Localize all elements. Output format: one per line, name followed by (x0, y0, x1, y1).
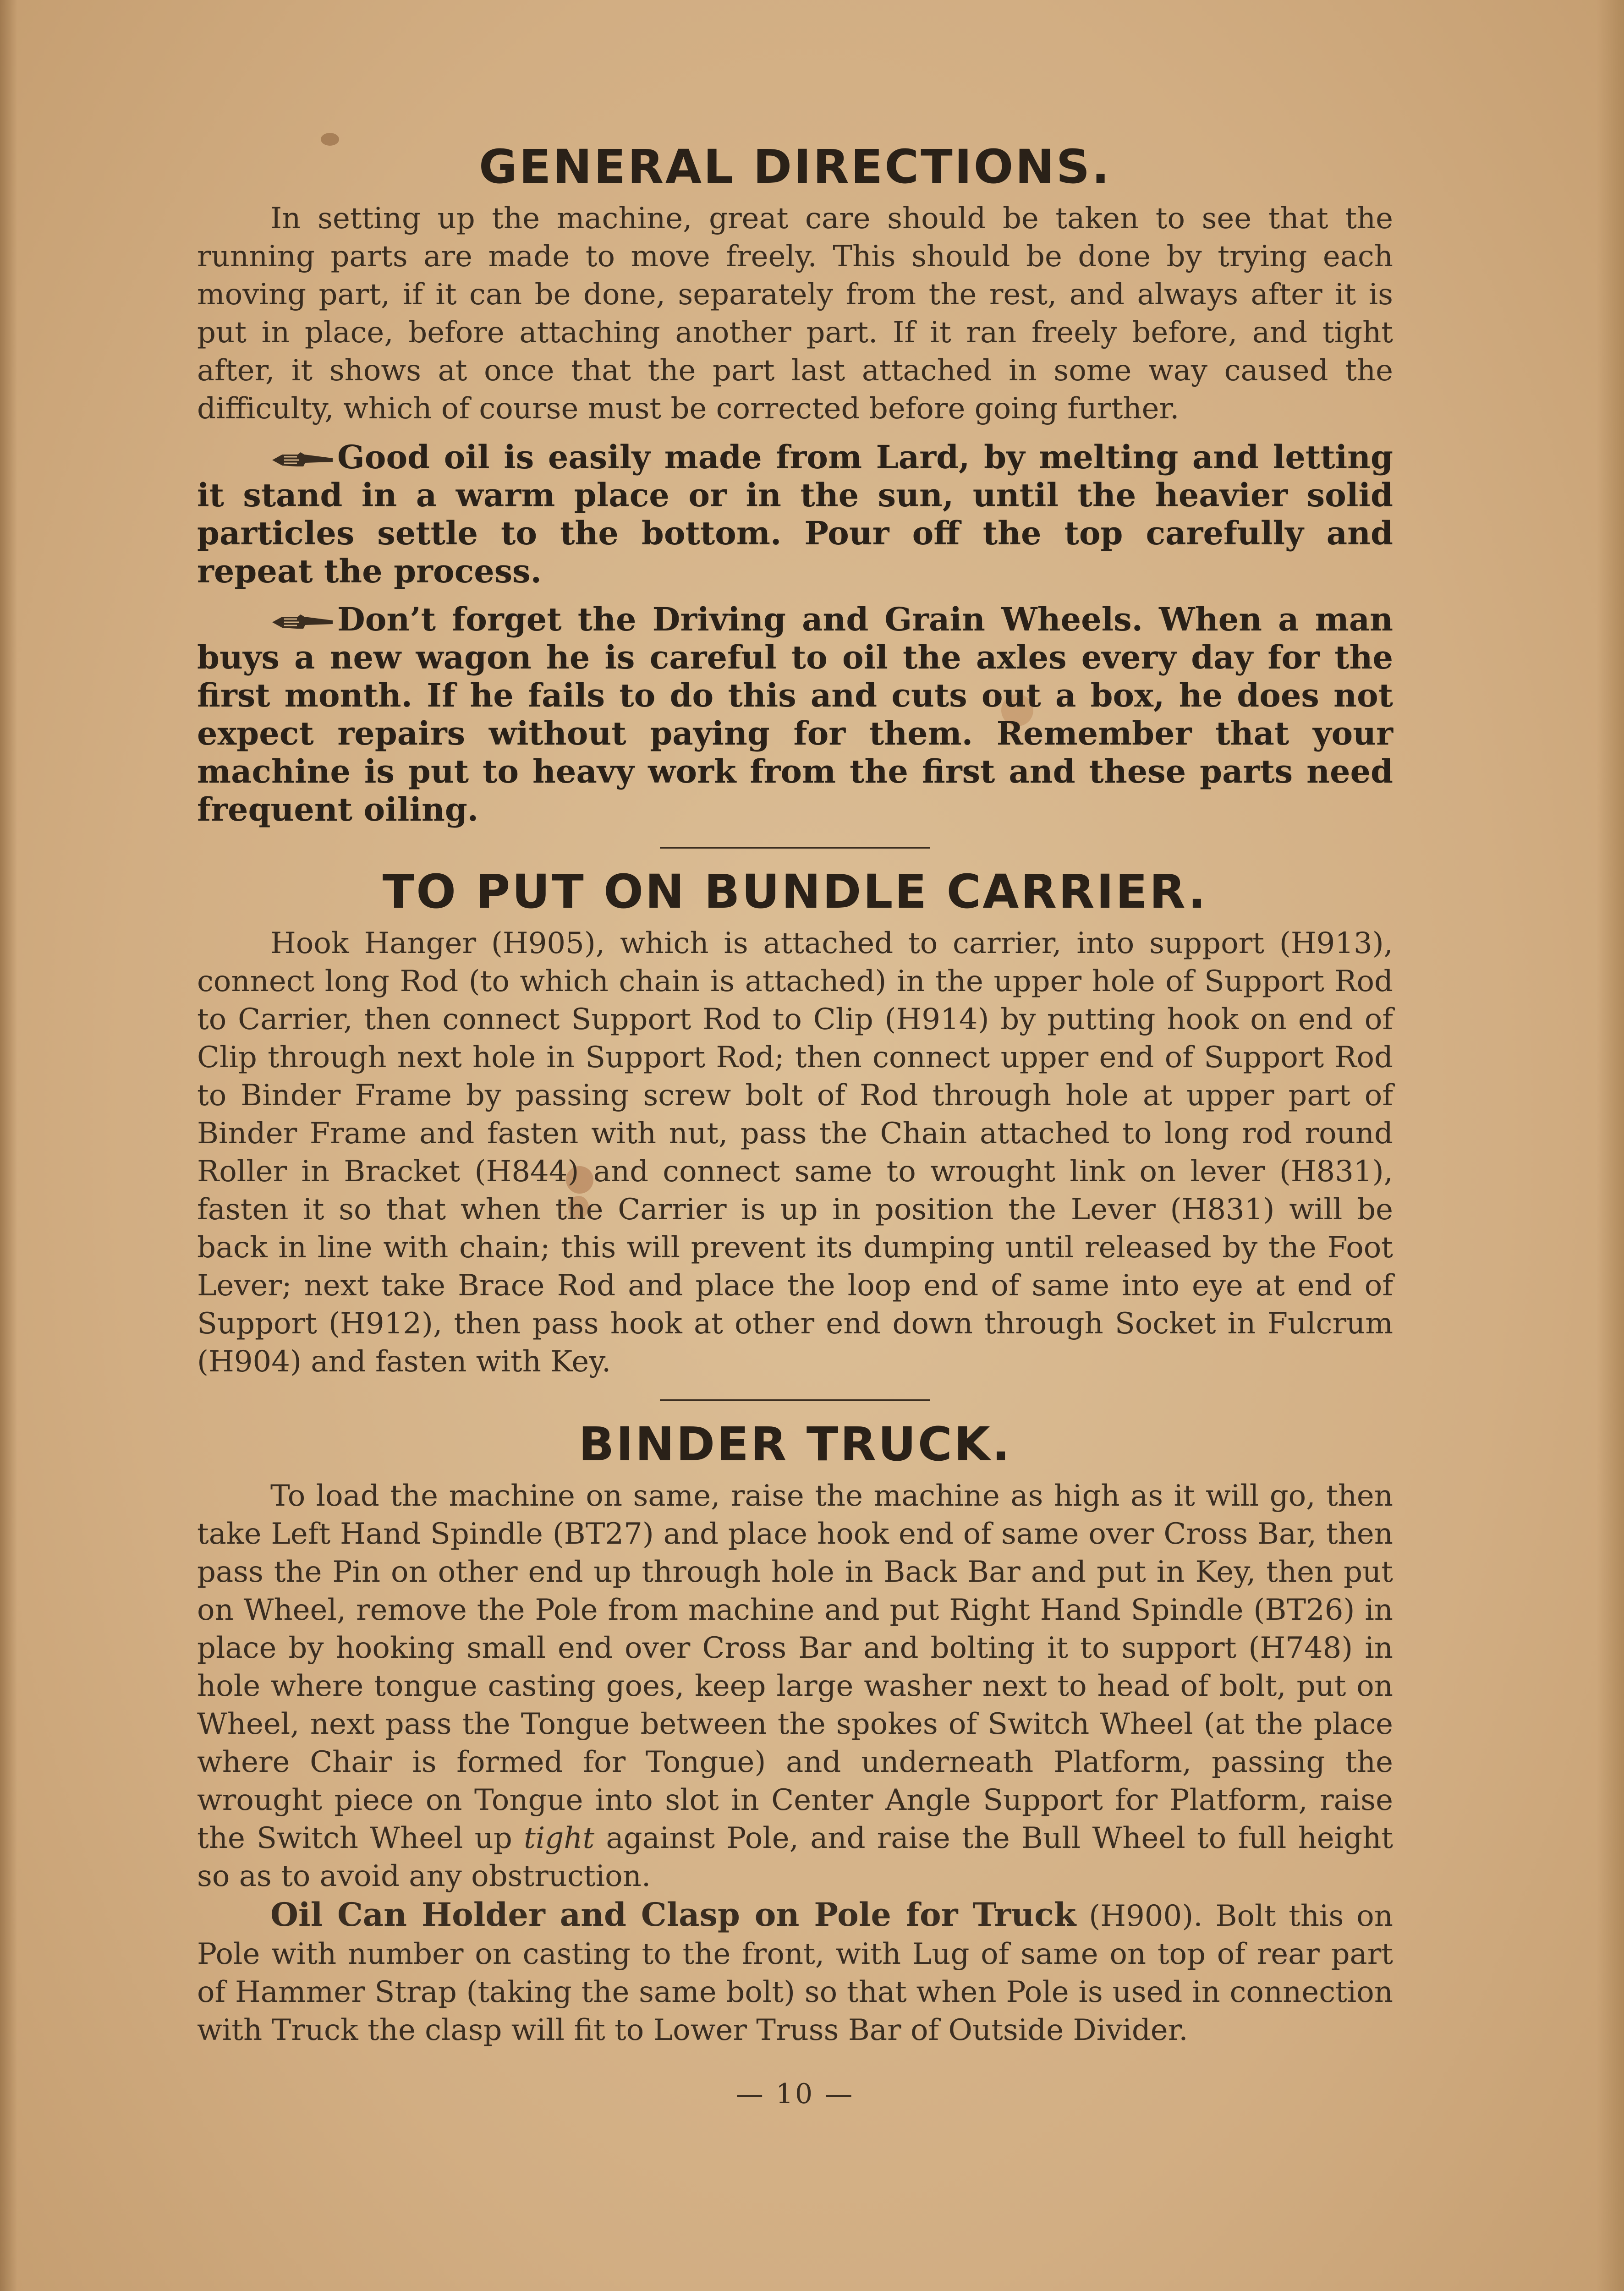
page-number: — 10 — (735, 2078, 855, 2110)
pointing-hand-icon (270, 613, 335, 632)
general-directions-intro: In setting up the machine, great care should be taken to see that the running parts are made to move freely. This should be done by trying each moving part, if it can be done, separately from the rest, and always after it is put in place, before attaching another part. If it ran freely before, and tight after, it shows at once that the part last attached in some way caused the difficulty, which of course must be corrected before going further. (197, 202, 1393, 426)
page-edge-right (1597, 0, 1624, 2291)
wheels-note (197, 600, 1393, 828)
binder-truck-body (197, 1477, 1393, 1896)
binder-truck-body-part-2: against Pole, and raise the Bull Wheel to full height so as to avoid any obstruction. (197, 1821, 1394, 1893)
bundle-carrier-title: TO PUT ON BUNDLE CARRIER. (382, 865, 1208, 919)
oil-can-holder-title: Oil Can Holder and Clasp on Pole for Truck (270, 1896, 1076, 1934)
bundle-carrier-body: Hook Hanger (H905), which is attached to carrier, into support (H913), connect long Rod (to which chain is attached) in the upper hole of Support Rod to Carrier, then connect Support Rod to Clip (H914) by putting hook on end of Clip through next hole in Support Rod; then connect upper end of Support Rod to Binder Frame by passing screw bolt of Rod through hole at upper part of Binder Frame and fasten with nut, pass the Chain attached to long rod round Roller in Bracket (H844) and connect same to wrought link on lever (H831), fasten it so that when the Carrier is up in position the Lever (H831) will be back in line with chain; this will prevent its dumping until released by the Foot Lever; next take Brace Rod and place the loop end of same into eye at end of Support (H912), then pass hook at other end down through Socket in Fulcrum (H904) and fasten with Key. (197, 926, 1393, 1379)
section-divider (660, 847, 930, 849)
oil-can-holder-part: (H900). (1089, 1899, 1203, 1933)
section-divider (660, 1399, 930, 1401)
binder-truck-body-part-1: To load the machine on same, raise the machine as high as it will go, then take Left Hand Spindle (BT27) and place hook end of same over Cross Bar, then pass the Pin on other end up through hole in Back Bar and put in Key, then put on Wheel, remove the Pole from machine and put Right Hand Spindle (BT26) in place by hooking small end over Cross Bar and bolting it to support (H748) in hole where tongue casting goes, keep large washer next to head of bolt, put on Wheel, next pass the Tongue between the spokes of Switch Wheel (at the place where Chair is formed for Tongue) and underneath Platform, passing the wrought piece on Tongue into slot in Center Angle Support for Platform, raise the Switch Wheel up (197, 1479, 1393, 1855)
page-edge-left (0, 0, 17, 2291)
pointing-hand-icon (270, 450, 335, 470)
page-content (197, 137, 1393, 2110)
oil-can-holder-paragraph (197, 1896, 1393, 2050)
emphasis-word: tight (524, 1821, 595, 1855)
oil-note (197, 438, 1393, 590)
general-directions-title: GENERAL DIRECTIONS. (479, 140, 1111, 194)
oil-note-text: Good oil is easily made from Lard, by melting and letting it stand in a warm place or in the sun, until the heavier solid particles settle to the bottom. Pour off the top carefully and repeat the process. (197, 438, 1393, 590)
wheels-note-text: Don’t forget the Driving and Grain Wheels. When a man buys a new wagon he is careful to oil the axles every day for the first month. If he fails to do this and cuts out a box, he does not expect repairs without paying for them. Remember that your machine is put to heavy work from the first and these parts need frequent oiling. (197, 600, 1393, 828)
binder-truck-title: BINDER TRUCK. (578, 1417, 1012, 1472)
oil-can-holder-body: Bolt this on Pole with number on casting to the front, with Lug of same on top of rear part of Hammer Strap (taking the same bolt) so that when Pole is used in connection with Truck the clasp will fit to Lower Truss Bar of Outside Divider. (197, 1899, 1394, 2047)
